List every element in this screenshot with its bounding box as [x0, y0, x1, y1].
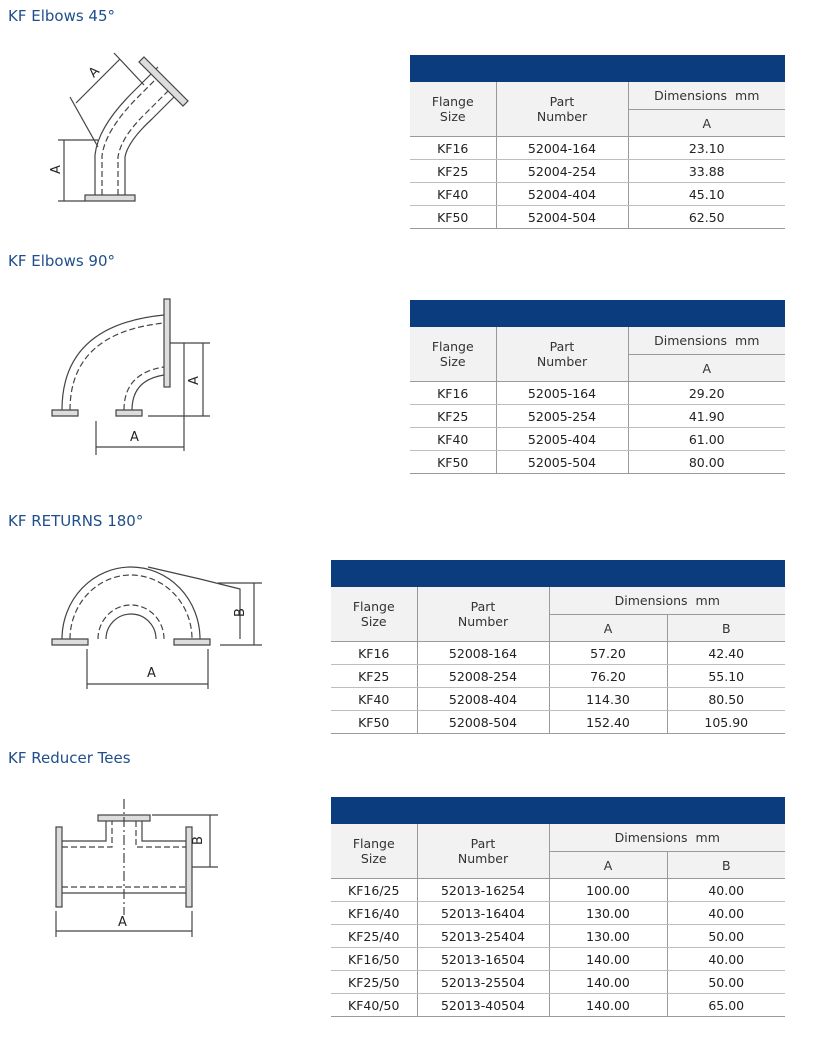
elbow-90-label-a-vertical: A: [186, 376, 202, 385]
section-title-elbows-45: KF Elbows 45°: [8, 7, 116, 25]
dim-a-header: A: [628, 355, 785, 382]
dim-b-header: B: [667, 852, 785, 879]
flange-size-header: Flange Size: [331, 587, 417, 642]
table-header-band: [410, 300, 785, 327]
table-row: KF40 52004-404 45.10: [410, 183, 785, 206]
table-header-band: [331, 560, 785, 587]
return-180-label-a: A: [147, 666, 156, 681]
elbow-45-table: [410, 55, 785, 229]
elbow-90-label-a-horizontal: A: [130, 430, 139, 445]
dim-b-header: B: [667, 615, 785, 642]
reducer-tee-label-a: A: [118, 915, 127, 930]
part-number-header: Part Number: [417, 824, 549, 879]
table-row: KF25 52005-254 41.90: [410, 405, 785, 428]
table-row: KF16 52004-164 23.10: [410, 137, 785, 160]
flange-size-header: Flange Size: [331, 824, 417, 879]
table-header-band: [331, 797, 785, 824]
elbow-45-label-a-vertical: A: [48, 165, 64, 174]
dimensions-header: Dimensions mm: [628, 327, 785, 355]
part-number-header: Part Number: [496, 327, 628, 382]
return-180-drawing: [50, 553, 270, 693]
table-row: KF40 52005-404 61.00: [410, 428, 785, 451]
table-row: KF16 52005-164 29.20: [410, 382, 785, 405]
elbow-90-table: [410, 300, 785, 474]
table-row: KF16/50 52013-16504 140.00 40.00: [331, 948, 785, 971]
table-row: KF40 52008-404 114.30 80.50: [331, 688, 785, 711]
table-row: KF25/50 52013-25504 140.00 50.00: [331, 971, 785, 994]
dimensions-header: Dimensions mm: [549, 587, 785, 615]
flange-size-header: Flange Size: [410, 327, 496, 382]
table-row: KF16/25 52013-16254 100.00 40.00: [331, 879, 785, 902]
section-title-returns-180: KF RETURNS 180°: [8, 512, 144, 530]
dimensions-header: Dimensions mm: [628, 82, 785, 110]
table-row: KF50 52008-504 152.40 105.90: [331, 711, 785, 734]
dim-a-header: A: [549, 615, 667, 642]
table-row: KF50 52004-504 62.50: [410, 206, 785, 229]
reducer-tee-table: [331, 797, 785, 1017]
reducer-tee-drawing: [52, 795, 222, 945]
table-row: KF40/50 52013-40504 140.00 65.00: [331, 994, 785, 1017]
part-number-header: Part Number: [417, 587, 549, 642]
table-row: KF16 52008-164 57.20 42.40: [331, 642, 785, 665]
dimensions-header: Dimensions mm: [549, 824, 785, 852]
return-180-label-b: B: [232, 608, 248, 617]
elbow-90-drawing: [48, 295, 218, 460]
reducer-tee-label-b: B: [190, 836, 206, 845]
return-180-table: [331, 560, 785, 734]
table-row: KF16/40 52013-16404 130.00 40.00: [331, 902, 785, 925]
section-title-elbows-90: KF Elbows 90°: [8, 252, 116, 270]
table-row: KF25 52004-254 33.88: [410, 160, 785, 183]
part-number-header: Part Number: [496, 82, 628, 137]
elbow-45-label-a-diagonal: A: [86, 64, 103, 81]
flange-size-header: Flange Size: [410, 82, 496, 137]
dim-a-header: A: [628, 110, 785, 137]
elbow-45-drawing: [40, 45, 200, 215]
section-title-reducer-tees: KF Reducer Tees: [8, 749, 131, 767]
table-row: KF50 52005-504 80.00: [410, 451, 785, 474]
table-row: KF25/40 52013-25404 130.00 50.00: [331, 925, 785, 948]
table-header-band: [410, 55, 785, 82]
table-row: KF25 52008-254 76.20 55.10: [331, 665, 785, 688]
dim-a-header: A: [549, 852, 667, 879]
